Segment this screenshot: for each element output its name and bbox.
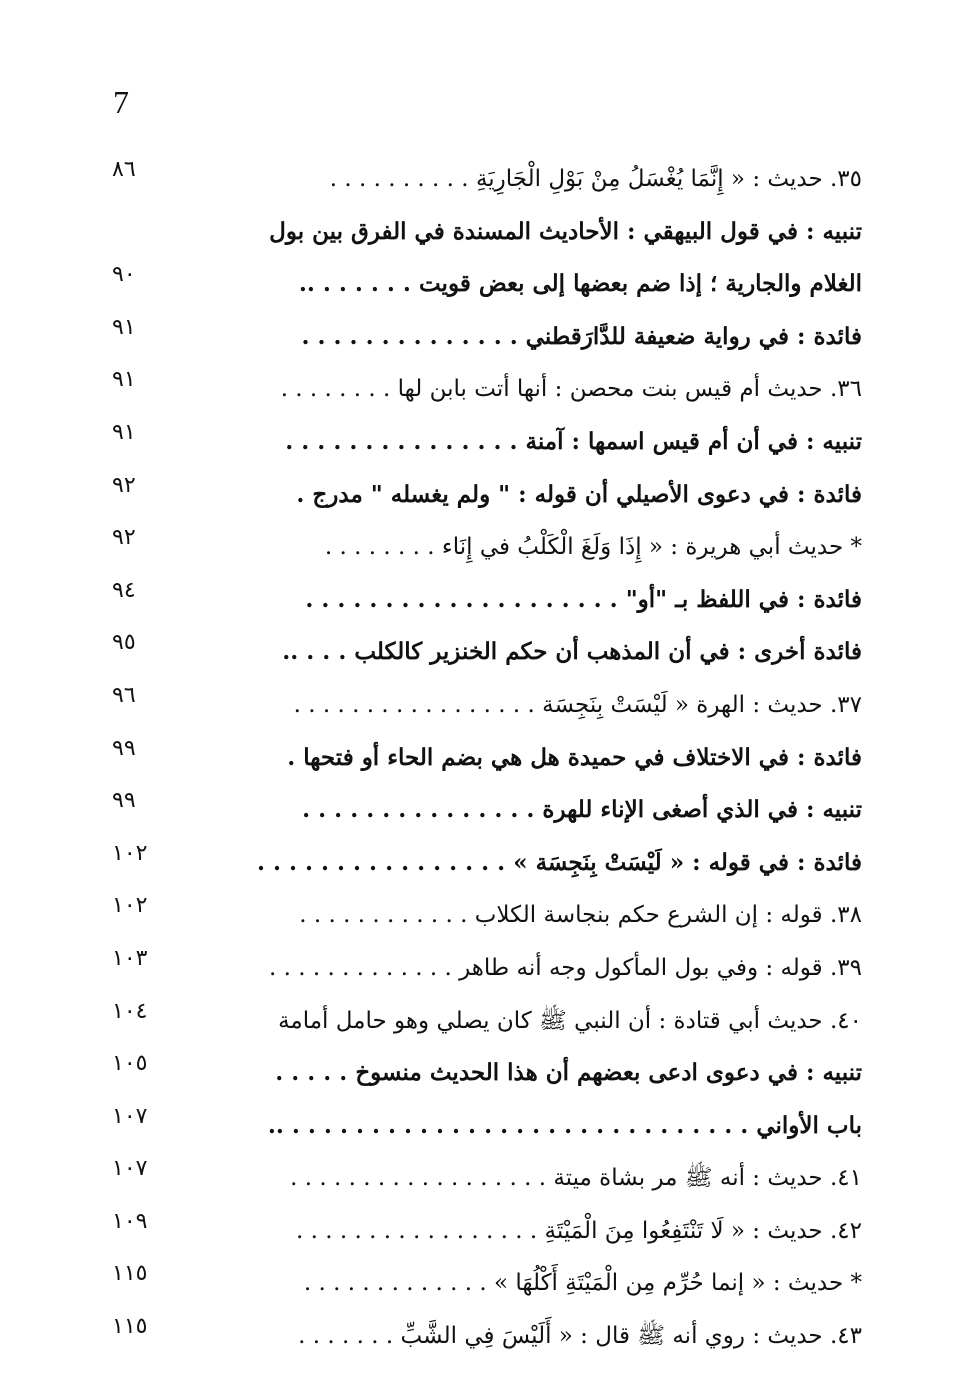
toc-row: [0, 155, 958, 208]
toc-dot-leader: . . . . . . . . . . . . .: [303, 1270, 487, 1297]
toc-dot-leader: . . . . . . .: [298, 1323, 394, 1350]
toc-row: [0, 734, 958, 787]
toc-entry: [226, 212, 862, 252]
toc-entry: [226, 317, 862, 357]
toc-entry-title: فائدة أخرى : في أن المذهب أن حكم الخنزير كالكلب: [354, 638, 862, 666]
toc-row: [0, 1049, 958, 1102]
toc-page-number: ٩١: [112, 419, 136, 445]
toc-entry: [226, 1263, 862, 1303]
toc-dot-leader: . . . . . . . . . . . .: [299, 902, 468, 929]
toc-page-number: ١١٥: [112, 1314, 148, 1340]
toc-entry: [226, 422, 862, 462]
toc-page-number: ٨٦: [112, 157, 136, 182]
toc-page-number: ٩٩: [112, 735, 136, 761]
toc-row: [0, 891, 958, 944]
toc-entry-title: ٤٠. حديث أبي قتادة : أن النبي ﷺ كان يصلي وهو حامل أمامة: [278, 1007, 862, 1034]
toc-entry: [226, 895, 862, 935]
toc-entry-title: ٣٩. قوله : وفي بول المأكول وجه أنه طاهر: [459, 954, 862, 981]
toc-row: [0, 313, 958, 366]
toc-page-number: ٩٤: [112, 577, 136, 603]
toc-page-number: ١٠٢: [112, 893, 148, 919]
toc-dot-leader: . . . . . . . . . . . . . .: [301, 322, 518, 350]
toc-dot-leader: . . . . . . . .: [280, 376, 391, 403]
toc-dot-leader: . . . . . . . . . . . . . . . . . . . . . . . . . . . . . ..: [267, 1111, 749, 1139]
toc-entry-title: ٣٥. حديث : « إِنَّمَا يُغْسَلُ مِنْ بَوْلِ الْجَارِيَةِ: [475, 166, 862, 192]
toc-page-number: ٩٦: [112, 682, 136, 708]
toc-entry-title: فائدة : في اللفظ بـ "أو": [625, 585, 862, 613]
toc-row: [0, 786, 958, 839]
toc-page-number: ١٠٥: [112, 1051, 148, 1077]
toc-entry-title: فائدة : في دعوى الأصيلي أن قوله : " ولم يغسله " مدرج .: [296, 480, 862, 508]
toc-entry: [226, 685, 862, 725]
toc-row: [0, 1312, 958, 1365]
toc-entry: [226, 1211, 862, 1251]
toc-entry: [226, 632, 862, 672]
toc-page-number: ١١٥: [112, 1261, 148, 1287]
toc-entry-title: تنبيه : في قول البيهقي : الأحاديث المسندة في الفرق بين بول: [269, 217, 862, 245]
toc-entry-title: باب الأواني: [756, 1111, 862, 1139]
toc-dot-leader: . . . . . . . . . . . . . . . . .: [293, 691, 535, 718]
toc-row: [0, 944, 958, 997]
toc-entry-title: * حديث : « إنما حُرِّم مِن الْمَيْتَةِ أَكْلُهَا »: [493, 1270, 862, 1297]
toc-dot-leader: . . . . . . . . . . . . . .: [285, 427, 502, 455]
toc-entry: [226, 1053, 862, 1093]
toc-row: [0, 681, 958, 734]
toc-page-number: ١٠٢: [112, 840, 148, 866]
toc-row: [0, 418, 958, 471]
toc-page-number: ١٠٩: [112, 1208, 148, 1234]
toc-dot-leader: . . . . . . . . . . . . .: [269, 954, 452, 981]
toc-page-number: ٩٩: [112, 788, 136, 814]
toc-page-number: ١٠٣: [112, 945, 148, 971]
toc-page-number: ١٠٤: [112, 998, 148, 1024]
toc-entry-title: * حديث أبي هريرة : « إِذَا وَلَغَ الْكَلْبُ في إِنَاء: [441, 534, 862, 561]
toc-row: [0, 1102, 958, 1155]
toc-dot-leader: . . . . .: [275, 1059, 348, 1087]
toc-row: [0, 839, 958, 892]
toc-entry: [226, 159, 862, 199]
toc-row: [0, 260, 958, 313]
toc-page-number: ٩٢: [112, 472, 136, 498]
toc-dot-leader: . . . . . . . . . . . . . . . . .: [295, 1217, 538, 1244]
toc-dot-leader: . . . . . . . . . . . . . . .: [302, 796, 535, 824]
toc-row: [0, 365, 958, 418]
toc-row: [0, 208, 958, 261]
toc-entry-title: فائدة : في رواية ضعيفة للدَّارَقطني: [525, 322, 862, 350]
toc-row: [0, 523, 958, 576]
toc-entry-title: فائدة : في قوله : « لَيْسَتْ بِنَجِسَة »: [513, 848, 862, 876]
toc-entry: [226, 1158, 862, 1198]
toc-row: [0, 1154, 958, 1207]
toc-page-number: ٩١: [112, 314, 136, 340]
toc-dot-leader: . . . . . . . . . .: [329, 166, 469, 192]
toc-entry: [226, 475, 862, 515]
toc-entry: [226, 1106, 862, 1146]
toc-entry-title: ٣٦. حديث أم قيس بنت محصن : أنها أتت بابن لها: [397, 376, 862, 403]
toc-entry-title: ٣٧. حديث : الهرة « لَيْسَتْ بِنَجِسَة: [542, 691, 862, 718]
toc-entry-title: ٣٨. قوله : إن الشرع حكم بنجاسة الكلاب: [474, 902, 862, 929]
toc-row: [0, 628, 958, 681]
toc-dot-leader: . . . . . . . . . . . . . . . .: [256, 848, 506, 876]
toc-entry-title: الغلام والجارية ؛ إذا ضم بعضها إلى بعض قويت: [418, 270, 862, 298]
toc-dot-leader: . . . . . . . . . . . . . . . . . .: [290, 1165, 547, 1192]
toc-row: [0, 997, 958, 1050]
toc-row: [0, 471, 958, 524]
toc-entry: [226, 738, 862, 778]
toc-page-number: ٩٢: [112, 525, 136, 551]
toc-entry-title: تنبيه : في أن أم قيس اسمها : آمنة .: [509, 427, 862, 455]
toc-entry-title: تنبيه : في الذي أصغى الإناء للهرة: [542, 796, 862, 824]
toc-row: [0, 576, 958, 629]
toc-entry-title: ٤٢. حديث : « لَا تَنْتَفِعُوا مِنَ الْمَيْتَةِ: [544, 1217, 862, 1244]
toc-entry: [226, 1316, 862, 1356]
table-of-contents: [0, 155, 958, 1365]
page-number: 7: [113, 84, 129, 120]
toc-page-number: ٩١: [112, 367, 136, 393]
toc-entry: [226, 1001, 862, 1041]
toc-row: [0, 1259, 958, 1312]
toc-dot-leader: . . . . . . ..: [298, 270, 411, 298]
toc-dot-leader: . . . . . . . .: [324, 534, 435, 561]
toc-entry: [226, 369, 862, 409]
toc-page-number: ١٠٧: [112, 1103, 148, 1129]
toc-dot-leader: . . . . . . . . . . . . . . . . . . . .: [305, 585, 618, 613]
toc-entry: [226, 527, 862, 567]
toc-page-number: ٩٥: [112, 630, 136, 656]
toc-page-number: ١٠٧: [112, 1156, 148, 1182]
toc-entry: [226, 948, 862, 988]
toc-entry: [226, 790, 862, 830]
toc-row: [0, 1207, 958, 1260]
toc-entry: [226, 843, 862, 883]
toc-entry: [226, 264, 862, 304]
toc-entry-title: ٤٣. حديث : روي أنه ﷺ قال : « أَلَيْسَ فِي الشَّبِّ: [400, 1323, 862, 1350]
toc-dot-leader: . . . ..: [282, 638, 347, 666]
toc-entry: [226, 580, 862, 620]
toc-page-number: ٩٠: [112, 262, 136, 288]
toc-entry-title: تنبيه : في دعوى ادعى بعضهم أن هذا الحديث منسوخ: [355, 1059, 862, 1087]
toc-entry-title: فائدة : في الاختلاف في حميدة هل هي بضم الحاء أو فتحها .: [287, 743, 862, 771]
toc-entry-title: ٤١. حديث : أنه ﷺ مر بشاة ميتة: [553, 1165, 862, 1192]
